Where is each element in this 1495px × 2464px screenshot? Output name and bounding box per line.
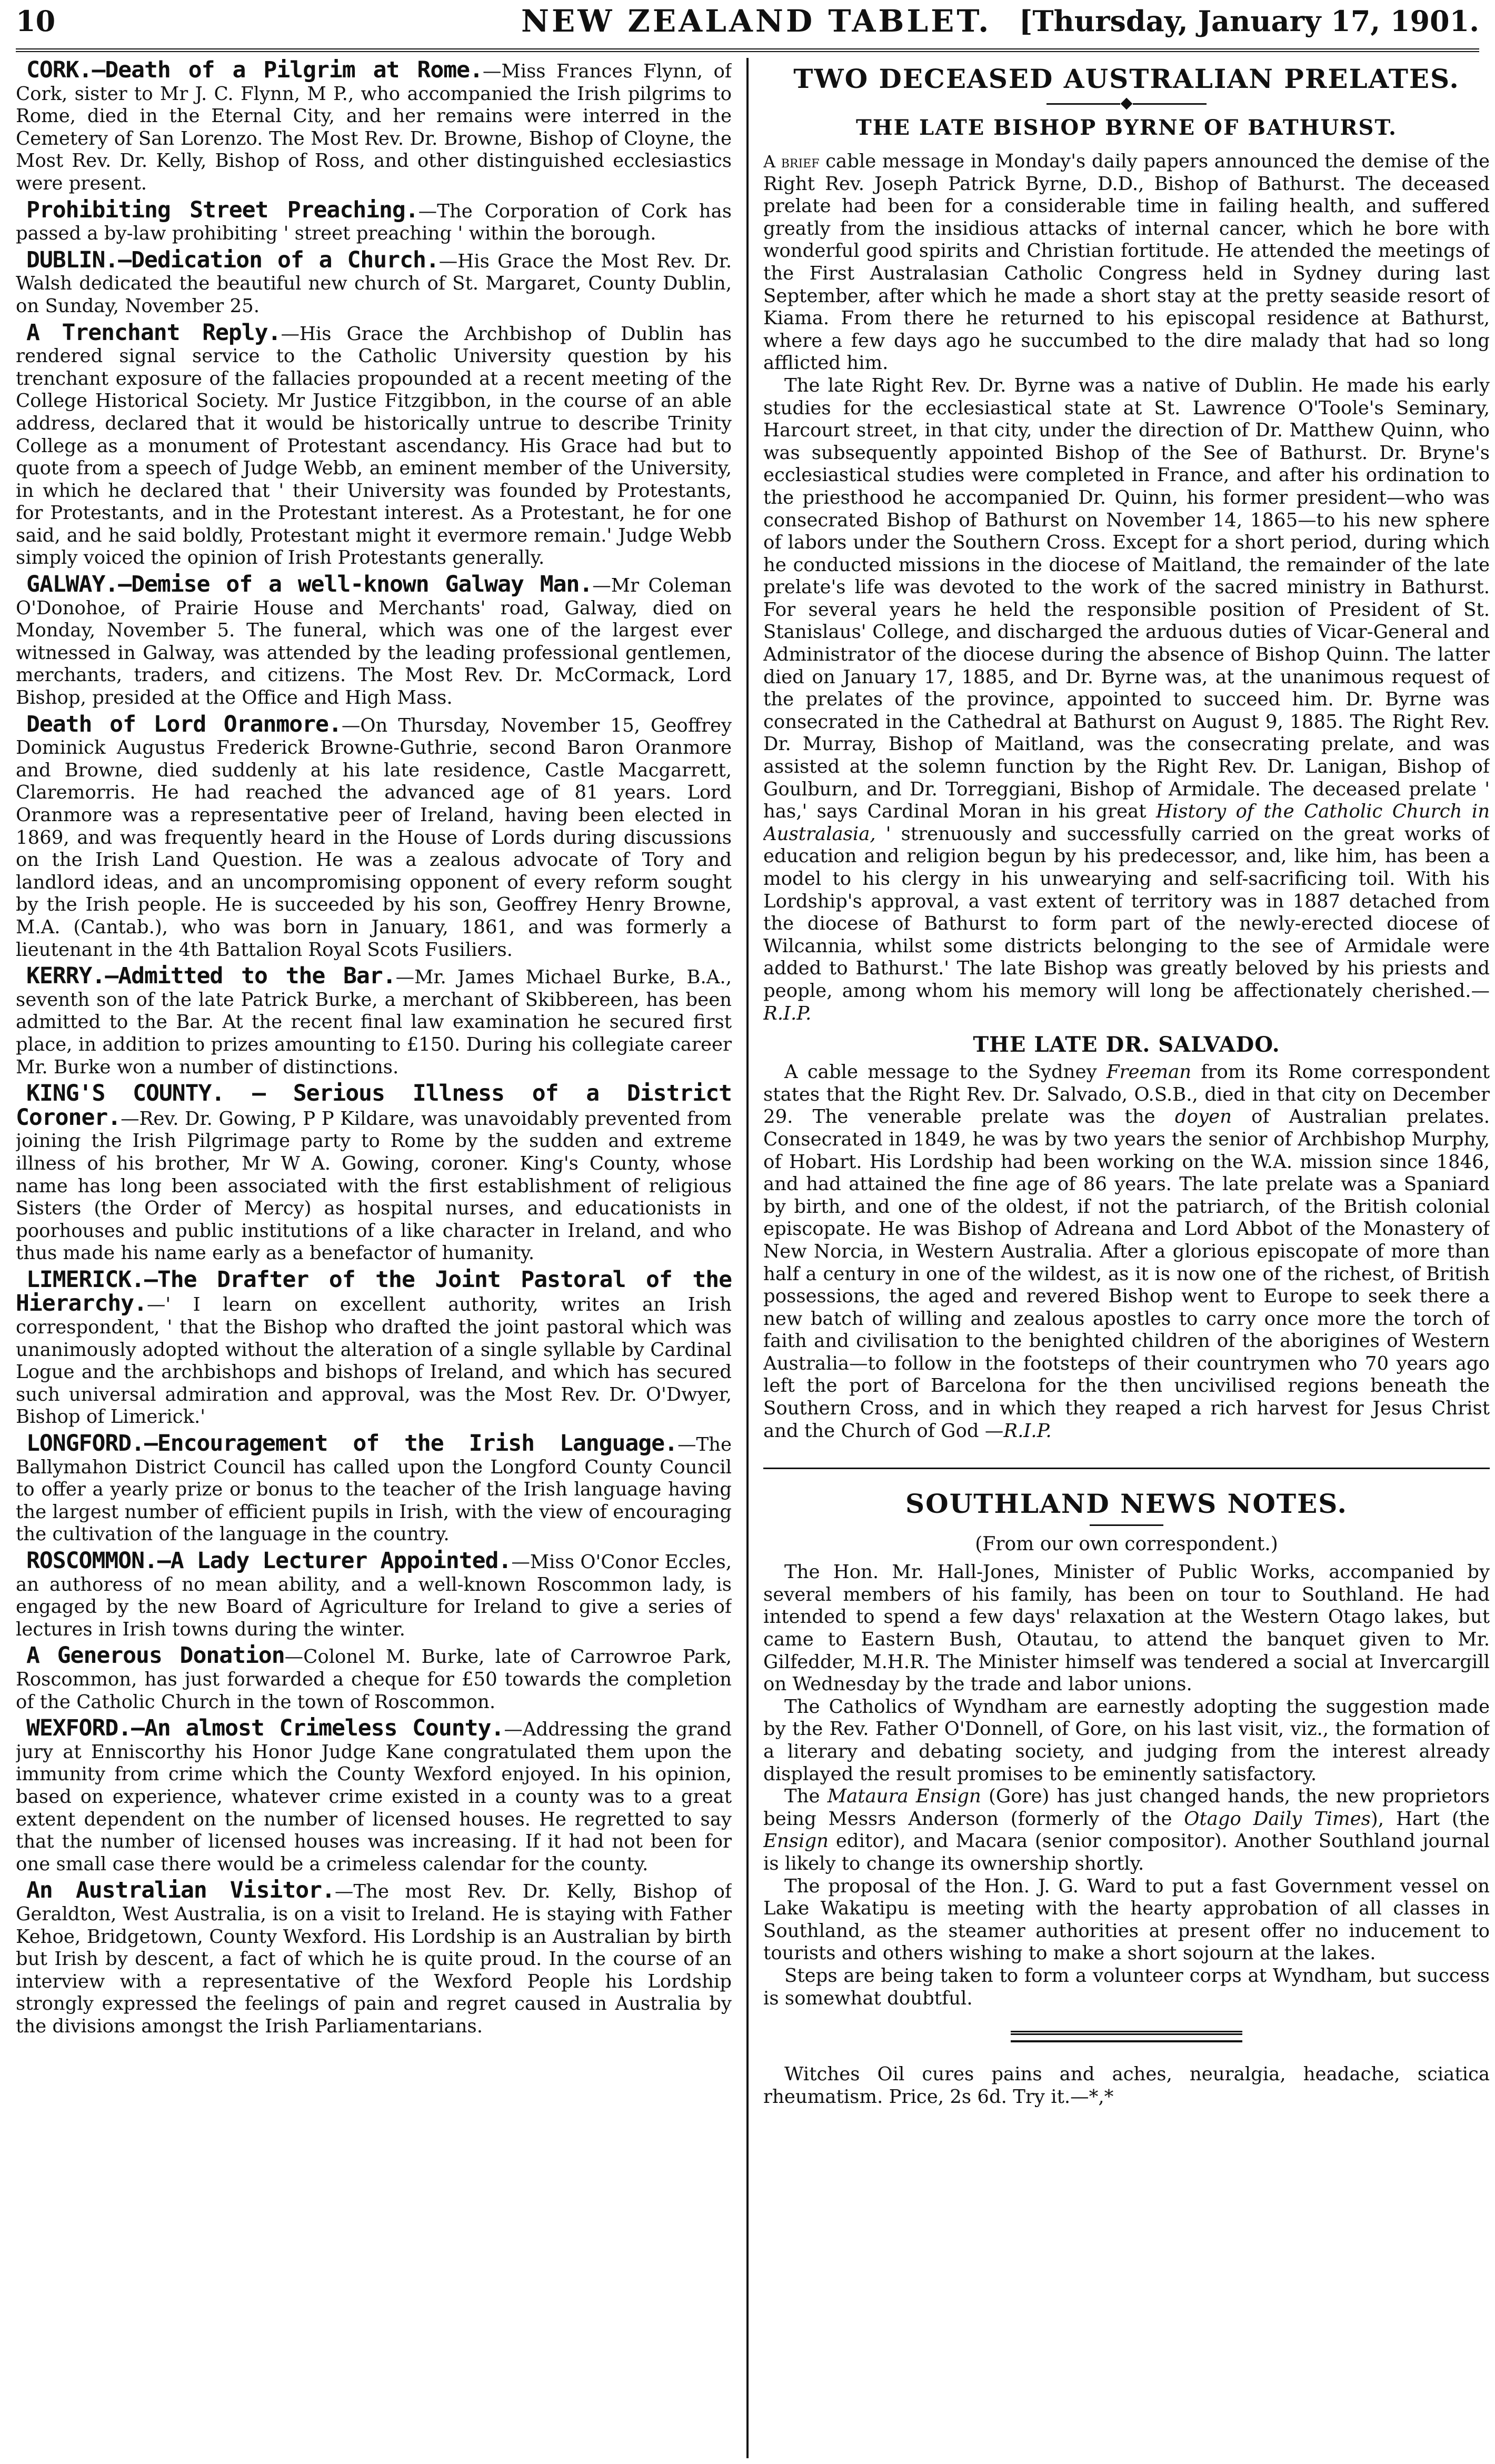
- newspaper-name: Mataura Ensign: [827, 1785, 981, 1808]
- paragraph-text: The: [784, 1785, 828, 1808]
- item-text: —Rev. Dr. Gowing, P P Kildare, was unavoidably prevented from joining the Irish Pilgrimage party to Rome by the sudden and extreme illness of his brother, Mr W A. Gowing, coroner. King's County, whose name has long been associated with the first establishment of religious Sisters (the Order of Mercy) as hospital nurses, and educationists in poorhouses and public institutions of a like character in Ireland, and who thus made his name early as a benefactor of humanity.: [16, 1108, 732, 1264]
- news-item: [16, 1550, 732, 1641]
- southland-section-title: SOUTHLAND NEWS NOTES.: [905, 1488, 1348, 1520]
- news-item: [16, 196, 732, 245]
- ornament-divider: [763, 1524, 1490, 1526]
- left-column: [16, 59, 732, 2459]
- item-heading: Prohibiting Street Preaching.: [26, 196, 418, 223]
- newspaper-name: Freeman: [1106, 1061, 1192, 1083]
- page-number: 10: [16, 4, 56, 38]
- southland-paragraph-1: The Hon. Mr. Hall-Jones, Minister of Public Works, accompanied by several members of his family, has been on tour to Southland. He had intended to spend a few days' relaxation at the Western Otago lakes, but came to Eastern Bush, Otautau, to attend the banquet given to Mr. Gilfedder, M.H.R. The Minister himself was tendered a social at Invercargill on Wednesday by the trade and labor unions.: [763, 1561, 1490, 1695]
- item-heading: A Generous Donation: [26, 1642, 285, 1669]
- paragraph-text: from its Rome correspondent states that the Right Rev. Dr. Salvado, O.S.B., died in that city on December 29. The venerable prelate was the: [763, 1061, 1490, 1128]
- news-item: [16, 1266, 732, 1429]
- item-text: —The Corporation of Cork has passed a by-law prohibiting ' street preaching ' within the borough.: [16, 200, 732, 245]
- southland-paragraph-3: [763, 1785, 1490, 1875]
- section-rule: [763, 1468, 1490, 1469]
- item-heading: An Australian Visitor.: [26, 1877, 335, 1904]
- item-heading: LIMERICK.—The Drafter of the Joint Pastoral of the Hierarchy.: [16, 1266, 732, 1317]
- news-item: [16, 713, 732, 962]
- news-item: [16, 573, 732, 710]
- paragraph-text: (Gore) has just changed hands, the new proprietors being Messrs Anderson (formerly of the: [763, 1785, 1490, 1830]
- newspaper-name: Ensign: [763, 1830, 829, 1852]
- paragraph-text: ' strenuously and successfully carried on the great works of education and religion begun by his predecessor, and, like him, has been a model to his clergy in his unwearying and self-sacrificing toil. With his Lordship's approval, a vast extent of territory was in 1887 detached from the diocese of Bathurst to form part of the newly-erected diocese of Wilcannia, whilst some districts belonging to the see of Armidale were added to Bathurst.' The late Bishop was greatly beloved by his priests and people, among whom his memory will long be affectionately cherished.—: [763, 823, 1490, 1002]
- news-item: [16, 1717, 732, 1876]
- masthead-rule: [16, 48, 1479, 52]
- item-text: —Addressing the grand jury at Enniscorthy his Honor Judge Kane congratulated them upon the immunity from crime which the County Wexford enjoyed. In his opinion, based on experience, whatever crime existed in a county was to a great extent dependent on the number of licensed houses. He regretted to say that the number of licensed houses was increasing. If it had not been for one small case there would be a crimeless calendar for the county.: [16, 1719, 732, 1875]
- correspondent-note: (From our own correspondent.): [975, 1533, 1278, 1555]
- item-text: —' I learn on excellent authority, writes an Irish correspondent, ' that the Bishop who drafted the joint pastoral which was unanimously adopted without the alteration of a single syllable by Cardinal Logue and the archbishops and bishops of Ireland, and which has secured such universal admiration and approval, was the Most Rev. Dr. O'Dwyer, Bishop of Limerick.': [16, 1294, 732, 1428]
- salvado-paragraph: [763, 1061, 1490, 1442]
- ornament-divider: [763, 99, 1490, 108]
- byrne-paragraph-1: [763, 151, 1490, 375]
- item-heading: KERRY.—Admitted to the Bar.: [26, 963, 396, 990]
- newspaper-name: Otago Daily Times: [1184, 1808, 1371, 1830]
- italic-word: doyen: [1174, 1106, 1232, 1128]
- diamond-ornament-icon: [1121, 98, 1133, 110]
- paragraph-text: A cable message to the Sydney: [784, 1061, 1107, 1083]
- masthead: [16, 0, 1479, 45]
- item-text: —Mr. James Michael Burke, B.A., seventh son of the late Patrick Burke, a merchant of Skibbereen, has been admitted to the Bar. At the recent final law examination he secured first place, in addition to prizes amounting to £150. During his collegiate career Mr. Burke won a number of distinctions.: [16, 966, 732, 1078]
- paragraph-text: editor), and Macara (senior compositor). Another Southland journal is likely to change its ownership shortly.: [763, 1830, 1490, 1874]
- item-heading: Death of Lord Oranmore.: [26, 711, 342, 737]
- item-text: —His Grace the Most Rev. Dr. Walsh dedicated the beautiful new church of St. Margaret, County Dublin, on Sunday, November 25.: [16, 250, 732, 317]
- item-text: —Miss Frances Flynn, of Cork, sister to Mr J. C. Flynn, M P., who accompanied the Irish pilgrims to Rome, died in the Eternal City, and her remains were interred in the Cemetery of San Lorenzo. The Most Rev. Dr. Browne, Bishop of Cloyne, the Most Rev. Dr. Kelly, Bishop of Ross, and other distinguished ecclesiastics were present.: [16, 61, 732, 194]
- item-text: —The Ballymahon District Council has called upon the Longford County Council to offer a yearly prize or bonus to the teacher of the Irish language having the largest number of efficient pupils in Irish, with the view of encouraging the cultivation of the language in the country.: [16, 1434, 732, 1545]
- prelates-section-title: TWO DECEASED AUSTRALIAN PRELATES.: [793, 63, 1460, 94]
- lead-words: A brief: [763, 152, 820, 172]
- rip-sign: R.I.P.: [763, 1002, 812, 1024]
- item-text: —His Grace the Archbishop of Dublin has rendered signal service to the Catholic University question by his trenchant exposure of the fallacies propounded at a recent meeting of the College Historical Society. Mr Justice Fitzgibbon, in the course of an able address, declared that it would be historically untrue to describe Trinity College as a monument of Protestant ascendancy. His Grace had but to quote from a speech of Judge Webb, an eminent member of the University, in which he declared that ' their University was founded by Protestants, for Protestants, and in the Protestant interest. As a Protestant, he for one said, and he said boldly, Protestant might it evermore remain.' Judge Webb simply voiced the opinion of Irish Protestants generally.: [16, 323, 732, 569]
- item-heading: DUBLIN.—Dedication of a Church.: [26, 246, 439, 273]
- item-heading: A Trenchant Reply.: [26, 319, 281, 346]
- item-heading: ROSCOMMON.—A Lady Lecturer Appointed.: [26, 1548, 512, 1574]
- salvado-subtitle: THE LATE DR. SALVADO.: [973, 1032, 1280, 1058]
- news-item: [16, 965, 732, 1079]
- item-heading: KING'S COUNTY. — Serious Illness of a District Coroner.: [16, 1080, 732, 1131]
- news-item: [16, 1082, 732, 1265]
- paragraph-text: ), Hart (the: [1370, 1808, 1490, 1830]
- item-heading: LONGFORD.—Encouragement of the Irish Language.: [26, 1430, 677, 1457]
- right-column: [763, 59, 1490, 2459]
- southland-paragraph-2: The Catholics of Wyndham are earnestly adopting the suggestion made by the Rev. Father O'Donnell, of Gore, on his last visit, viz., the formation of a literary and debating society, and judging from the interest already displayed the result promises to be eminently satisfactory.: [763, 1695, 1490, 1785]
- item-text: —Mr Coleman O'Donohoe, of Prairie House and Merchants' road, Galway, died on Monday, November 5. The funeral, which was one of the largest ever witnessed in Galway, was attended by the leading professional gentlemen, merchants, traders, and citizens. The Most Rev. Dr. McCormack, Lord Bishop, presided at the Office and High Mass.: [16, 575, 732, 709]
- column-divider: [746, 58, 749, 2458]
- news-item: [16, 1644, 732, 1713]
- newspaper-title: NEW ZEALAND TABLET.: [521, 3, 992, 39]
- rip-sign: R.I.P.: [1003, 1420, 1052, 1442]
- book-title: History of the Catholic Church in Australasia,: [763, 801, 1490, 845]
- item-text: —Miss O'Conor Eccles, an authoress of no mean ability, and a well-known Roscommon lady, is engaged by the new Board of Agriculture for Ireland to give a series of lectures in Irish towns during the winter.: [16, 1551, 732, 1640]
- item-text: —The most Rev. Dr. Kelly, Bishop of Geraldton, West Australia, is on a visit to Ireland. He is staying with Father Kehoe, Bridgetown, County Wexford. His Lordship is an Australian by birth but Irish by descent, a fact of which he is quite proud. In the course of an interview with a representative of the Wexford People his Lordship strongly expressed the feelings of pain and regret caused in Australia by the divisions amongst the Irish Parliamentarians.: [16, 1881, 732, 2037]
- item-text: —Colonel M. Burke, late of Carrowroe Park, Roscommon, has just forwarded a cheque for £50 towards the completion of the Catholic Church in the town of Roscommon.: [16, 1646, 732, 1713]
- byrne-paragraph-2: [763, 375, 1490, 1025]
- issue-date: [Thursday, January 17, 1901.: [1019, 4, 1479, 38]
- advertisement: Witches Oil cures pains and aches, neuralgia, headache, sciatica rheumatism. Price, 2s 6d. Try it.—*,*: [763, 2063, 1490, 2108]
- southland-paragraph-5: Steps are being taken to form a volunteer corps at Wyndham, but success is somewhat doubtful.: [763, 1964, 1490, 2009]
- southland-paragraph-4: The proposal of the Hon. J. G. Ward to put a fast Government vessel on Lake Wakatipu is meeting with the hearty approbation of all classes in Southland, as the steamer authorities at present offer no inducement to tourists and others wishing to make a short sojourn at the lakes.: [763, 1875, 1490, 1964]
- item-text: —On Thursday, November 15, Geoffrey Dominick Augustus Frederick Browne-Guthrie, second Baron Oranmore and Browne, died suddenly at his late residence, Castle Macgarrett, Claremorris. He had reached the advanced age of 81 years. Lord Oranmore was a representative peer of Ireland, having been elected in 1869, and was frequently heard in the House of Lords during discussions on the Irish Land Question. He was a zealous advocate of Tory and landlord ideas, and an uncompromising opponent of every reform sought by the Irish people. He is succeeded by his son, Geoffrey Henry Browne, M.A. (Cantab.), who was born in January, 1861, and was formerly a lieutenant in the 4th Battalion Royal Scots Fusiliers.: [16, 714, 732, 961]
- news-item: [16, 1432, 732, 1546]
- closing-double-rule: [1011, 2031, 1242, 2035]
- item-heading: GALWAY.—Demise of a well-known Galway Man.: [26, 571, 593, 598]
- item-heading: CORK.—Death of a Pilgrim at Rome.: [26, 59, 483, 83]
- news-item: [16, 246, 732, 318]
- closing-rule: [1011, 2040, 1242, 2042]
- item-heading: WEXFORD.—An almost Crimeless County.: [26, 1715, 504, 1742]
- paragraph-text: of Australian prelates. Consecrated in 1849, he was by two years the senior of Archbishop Murphy, of Hobart. His Lordship had been working on the W.A. mission since 1846, and had attained the fine age of 86 years. The late prelate was a Spaniard by birth, and one of the oldest, if not the patriarch, of the British colonial episcopate. He was Bishop of Adreana and Lord Abbot of the Monastery of New Norcia, in Western Australia. After a glorious episcopate of more than half a century in one of the wildest, as it is now one of the richest, of British possessions, the aged and revered Bishop went to Europe to seek there a new batch of willing and zealous apostles to carry once more the torch of faith and civilisation to the benighted children of the aborigines of Western Australia—to follow in the footsteps of their countrymen who 70 years ago left the port of Barcelona for the then uncivilised regions beneath the Southern Cross, and in which they reaped a rich harvest for Jesus Christ and the Church of God —: [763, 1106, 1490, 1442]
- paragraph-text: The late Right Rev. Dr. Byrne was a native of Dublin. He made his early studies for the ecclesiastical state at St. Lawrence O'Toole's Seminary, Harcourt street, in that city, under the direction of Dr. Matthew Quinn, who was subsequently appointed Bishop of the See of Bathurst. Dr. Bryne's ecclesiastical studies were completed in France, and after his ordination to the priesthood he accompanied Dr. Quinn, his former president—who was consecrated Bishop of Bathurst on November 14, 1865—to his new sphere of labors under the Southern Cross. Except for a short period, during which he conducted missions in the diocese of Maitland, the remainder of the late prelate's life was devoted to the work of the sacred ministry in Bathurst. For several years he held the responsible position of President of St. Stanislaus' College, and discharged the arduous duties of Vicar-General and Administrator of the diocese during the absence of Bishop Quinn. The latter died on January 17, 1885, and Dr. Byrne was, at the unanimous request of the prelates of the province, appointed to succeed him. Dr. Byrne was consecrated in the Cathedral at Bathurst on August 9, 1885. The Right Rev. Dr. Murray, Bishop of Maitland, was the consecrating prelate, and was assisted at the solemn function by the Right Rev. Dr. Lanigan, Bishop of Goulburn, and Dr. Torreggiani, Bishop of Armidale. The deceased prelate ' has,' says Cardinal Moran in his great: [763, 374, 1490, 823]
- news-item: [16, 59, 732, 195]
- paragraph-text: cable message in Monday's daily papers announced the demise of the Right Rev. Joseph Patrick Byrne, D.D., Bishop of Bathurst. The deceased prelate had been for a considerable time in failing health, and suffered greatly from the insidious attacks of internal cancer, which he bore with wonderful good spirits and Christian fortitude. He attended the meetings of the First Australasian Catholic Congress held in Sydney during last September, after which he made a short stay at the pretty seaside resort of Kiama. From there he returned to his episcopal residence at Bathurst, where a few days ago he succumbed to the dire malady that had so long afflicted him.: [763, 151, 1490, 374]
- news-item: [16, 1879, 732, 2038]
- news-item: [16, 319, 732, 570]
- byrne-subtitle: THE LATE BISHOP BYRNE OF BATHURST.: [856, 115, 1397, 140]
